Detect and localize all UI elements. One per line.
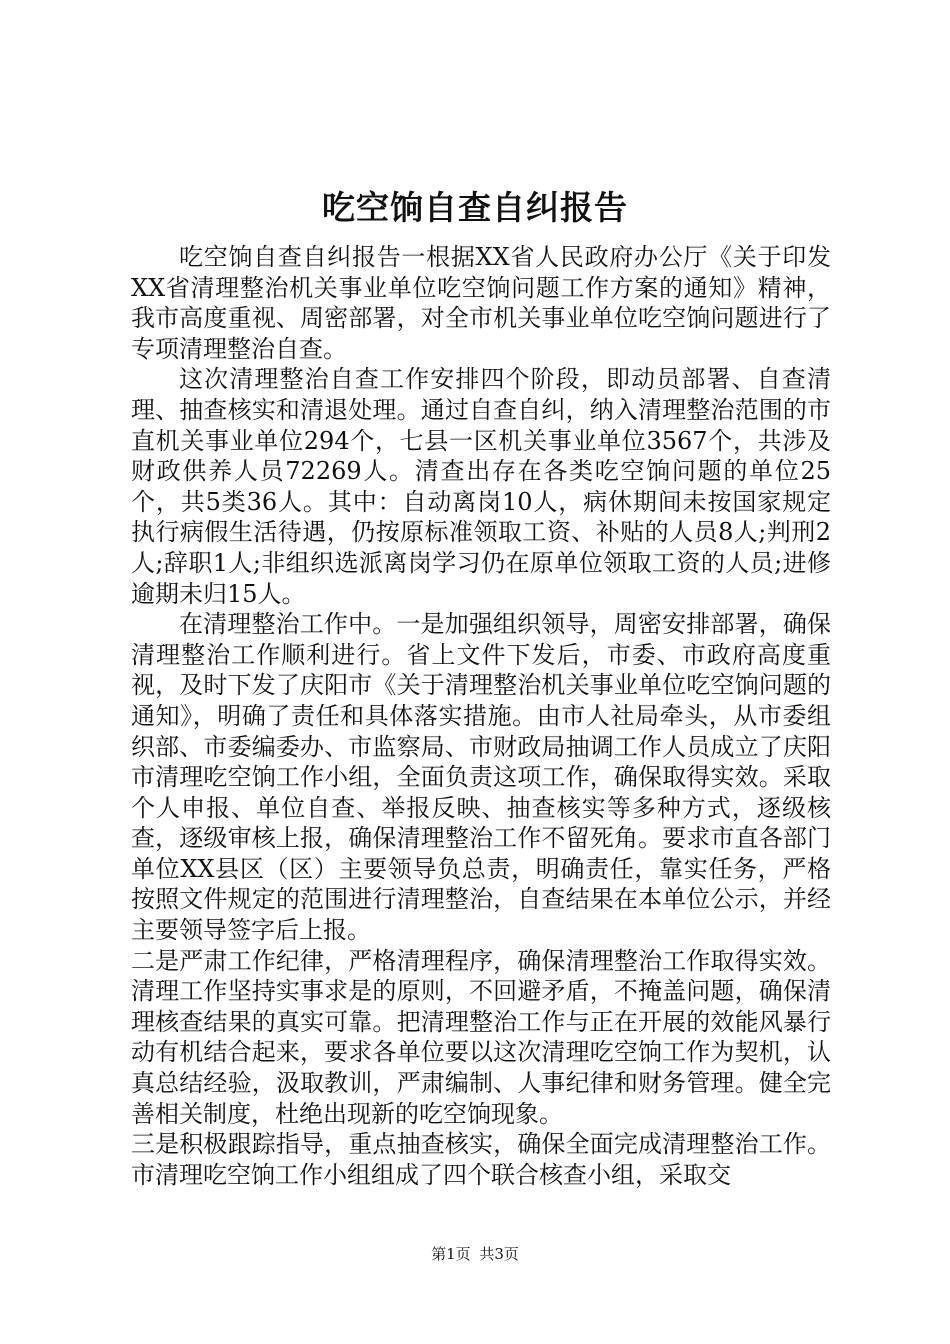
paragraph-5: 三是积极跟踪指导，重点抽查核实，确保全面完成清理整治工作。市清理吃空饷工作小组组成了四个联合核查小组，采取交 — [131, 1130, 831, 1189]
paragraph-2: 这次清理整治自查工作安排四个阶段，即动员部署、自查清理、抽查核实和清退处理。通过自查自纠，纳入清理整治范围的市直机关事业单位294个，七县一区机关事业单位3567个，共涉及财政供养人员72269人。清查出存在各类吃空饷问题的单位25个，共5类36人。其中：自动离岗10人，病休期间未按国家规定执行病假生活待遇，仍按原标准领取工资、补贴的人员8人;判刑2人;辞职1人;非组织选派离岗学习仍在原单位领取工资的人员;进修逾期未归15人。 — [131, 365, 831, 608]
document-title: 吃空饷自查自纠报告 — [322, 188, 628, 227]
page-footer — [0, 1244, 950, 1264]
document-body — [131, 242, 831, 1190]
page-number: 第1页 — [431, 1245, 471, 1263]
paragraph-3: 在清理整治工作中。一是加强组织领导，周密安排部署，确保清理整治工作顺利进行。省上文件下发后，市委、市政府高度重视，及时下发了庆阳市《关于清理整治机关事业单位吃空饷问题的通知》，明确了责任和具体落实措施。由市人社局牵头，从市委组织部、市委编委办、市监察局、市财政局抽调工作人员成立了庆阳市清理吃空饷工作小组，全面负责这项工作，确保取得实效。采取个人申报、单位自查、举报反映、抽查核实等多种方式，逐级核查，逐级审核上报，确保清理整治工作不留死角。要求市直各部门单位XX县区（区）主要领导负总责，明确责任，靠实任务，严格按照文件规定的范围进行清理整治，自查结果在本单位公示，并经主要领导签字后上报。 — [131, 610, 831, 945]
paragraph-4: 二是严肃工作纪律，严格清理程序，确保清理整治工作取得实效。清理工作坚持实事求是的原则，不回避矛盾，不掩盖问题，确保清理核查结果的真实可靠。把清理整治工作与正在开展的效能风暴行动有机结合起来，要求各单位要以这次清理吃空饷工作为契机，认真总结经验，汲取教训，严肃编制、人事纪律和财务管理。健全完善相关制度，杜绝出现新的吃空饷现象。 — [131, 946, 831, 1128]
paragraph-1: 吃空饷自查自纠报告一根据XX省人民政府办公厅《关于印发XX省清理整治机关事业单位吃空饷问题工作方案的通知》精神，我市高度重视、周密部署，对全市机关事业单位吃空饷问题进行了专项清理整治自查。 — [131, 243, 831, 363]
total-pages: 共3页 — [479, 1245, 519, 1263]
